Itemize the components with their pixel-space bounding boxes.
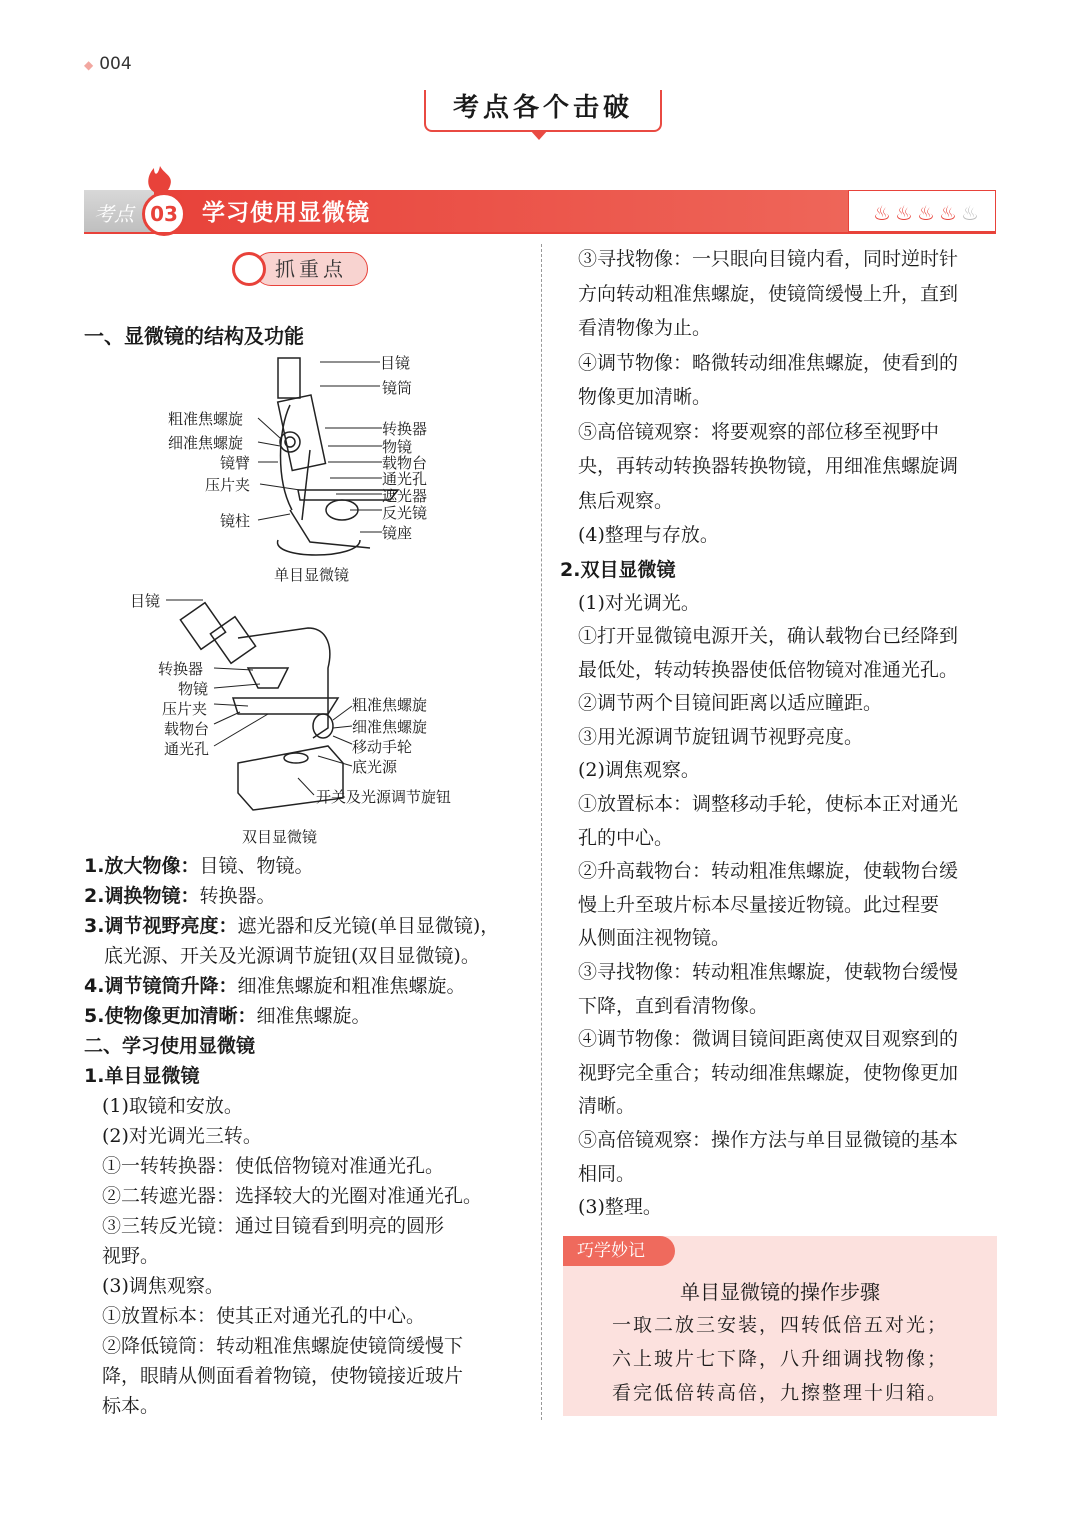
heading-bino: 2.双目显微镜 [560,558,676,581]
step-line: (1)取镜和安放。 [102,1095,243,1117]
flame-icon [140,164,180,194]
banner-tag: 考点 [94,202,134,226]
label-clip: 压片夹 [205,476,251,494]
label-fine-b: 细准焦螺旋 [352,718,428,736]
step-line: (2)调焦观察。 [578,759,700,782]
function-item: 3.调节视野亮度：遮光器和反光镜(单目显微镜)， [84,915,500,937]
bino-steps [560,587,1000,1225]
stopwatch-icon [232,252,266,286]
label-switch-b: 开关及光源调节旋钮 [316,788,452,806]
step-line: 焦后观察。 [578,489,674,512]
label-diaphragm: 遮光器 [382,487,428,505]
label-mirror: 反光镜 [382,504,428,522]
memo-title: 单目显微镜的操作步骤 [680,1280,880,1304]
label-fine: 细准焦螺旋 [168,434,244,452]
step-line: 清晰。 [578,1095,636,1118]
fire-icon: ♨ [895,201,913,225]
function-list [84,851,534,1421]
function-item: 1.放大物像：目镜、物镜。 [84,855,314,877]
banner-number: 03 [142,192,186,236]
step-line: 看清物像为止。 [578,317,712,339]
step-line: ①放置标本：调整移动手轮，使标本正对通光 [578,793,959,816]
function-item: 5.使物像更加清晰：细准焦螺旋。 [84,1005,371,1027]
step-line: 下降，直到看清物像。 [578,994,769,1017]
label-light-b: 底光源 [352,758,398,776]
label-nosepiece-b: 转换器 [158,660,204,678]
step-line: ③三转反光镜：通过目镜看到明亮的圆形 [102,1215,445,1237]
bino-microscope-figure [128,588,488,850]
label-aperture: 通光孔 [382,470,428,488]
memo-tag: 巧学妙记 [563,1236,675,1266]
label-pillar: 镜柱 [220,512,251,530]
step-line: 降，眼睛从侧面看着物镜，使物镜接近玻片 [102,1365,464,1387]
fire-icon: ♨ [917,201,935,225]
step-line: (3)调焦观察。 [102,1275,224,1297]
difficulty-flames [848,190,996,232]
step-line: 央，再转动转换器转换物镜，用细准焦螺旋调 [578,455,959,477]
step-line: ④调节物像：微调目镜间距离使双目观察到的 [578,1028,959,1051]
label-base: 镜座 [382,524,413,542]
banner-underline [84,232,996,234]
fire-icon: ♨ [939,201,957,225]
page-number: ◆ 004 [84,54,132,74]
label-stage-b: 载物台 [164,720,210,738]
step-line: 慢上升至玻片标本尽量接近物镜。此过程要 [578,893,940,916]
fire-icon: ♨ [961,201,979,225]
heading-usage: 二、学习使用显微镜 [84,1035,256,1057]
step-line: ③寻找物像：转动粗准焦螺旋，使载物台缓慢 [578,961,959,984]
mono-caption: 单目显微镜 [274,566,350,584]
label-aperture-b: 通光孔 [164,740,210,758]
function-item: 4.调节镜筒升降：细准焦螺旋和粗准焦螺旋。 [84,975,466,997]
step-line: ⑤高倍镜观察：将要观察的部位移至视野中 [578,420,940,443]
step-line: 视野完全重合；转动细准焦螺旋，使物像更加 [578,1061,959,1084]
mono-microscope-figure [160,350,460,590]
label-objective-b: 物镜 [178,680,209,698]
memory-tip-box [563,1236,997,1416]
step-line: ③用光源调节旋钮调节视野亮度。 [578,725,864,748]
step-line: 孔的中心。 [578,826,674,849]
label-coarse: 粗准焦螺旋 [168,410,244,428]
label-tube: 镜筒 [382,379,413,397]
step-line: 相同。 [578,1162,636,1185]
step-line: ①一转转换器：使低倍物镜对准通光孔。 [102,1155,445,1177]
function-item: 2.调换物镜：转换器。 [84,885,276,907]
step-line: (3)整理。 [578,1196,662,1219]
step-line: 从侧面注视物镜。 [578,927,731,950]
memo-line: 一取二放三安装，四转低倍五对光； [611,1314,948,1336]
label-objective: 物镜 [382,438,413,456]
mono-steps [84,1091,534,1421]
step-line: 标本。 [102,1395,160,1417]
step-line: 方向转动粗准焦螺旋，使镜筒缓慢上升，直到 [578,282,959,305]
label-wheel-b: 移动手轮 [352,738,413,756]
step-line: ①放置标本：使其正对通光孔的中心。 [102,1305,426,1327]
function-item: 底光源、开关及光源调节旋钮(双目显微镜)。 [104,945,480,967]
step-line: ②升高载物台：转动粗准焦螺旋，使载物台缓 [578,860,959,883]
label-coarse-b: 粗准焦螺旋 [352,696,428,714]
step-line: 最低处，转动转换器使低倍物镜对准通光孔。 [578,658,959,681]
step-line: 视野。 [102,1245,160,1267]
title-arrow [530,130,548,140]
step-line: ②二转遮光器：选择较大的光圈对准通光孔。 [102,1185,483,1207]
fire-icon: ♨ [873,201,891,225]
step-line: (4)整理与存放。 [578,524,719,546]
heading-structure: 一、显微镜的结构及功能 [84,324,304,348]
step-line: 物像更加清晰。 [578,386,712,408]
bino-caption: 双目显微镜 [242,828,318,846]
column-divider [541,244,542,1420]
banner-title: 学习使用显微镜 [202,200,370,226]
label-clip-b: 压片夹 [162,700,208,718]
step-line: ①打开显微镜电源开关，确认载物台已经降到 [578,625,959,648]
label-nosepiece: 转换器 [382,420,428,438]
label-stage: 载物台 [382,454,428,472]
section-title: 考点各个击破 [424,90,662,132]
label-eyepiece-b: 目镜 [130,592,161,610]
topic-banner [84,190,996,232]
right-column [560,242,1000,1225]
focus-label: 抓重点 [232,252,368,286]
label-arm: 镜臂 [220,454,251,472]
step-line: (1)对光调光。 [578,591,700,614]
memo-line: 六上玻片七下降，八升细调找物像； [611,1348,948,1370]
step-line: ②降低镜筒：转动粗准焦螺旋使镜筒缓慢下 [102,1335,464,1357]
step-line: ②调节两个目镜间距离以适应瞳距。 [578,692,883,715]
step-line: ③寻找物像：一只眼向目镜内看，同时逆时针 [578,248,959,270]
heading-mono: 1.单目显微镜 [84,1065,200,1087]
step-line: ④调节物像：略微转动细准焦螺旋，使看到的 [578,351,959,374]
step-line: (2)对光调光三转。 [102,1125,262,1147]
memo-line: 看完低倍转高倍，九擦整理十归箱。 [611,1382,948,1404]
step-line: ⑤高倍镜观察：操作方法与单目显微镜的基本 [578,1129,959,1151]
label-eyepiece: 目镜 [380,354,411,372]
